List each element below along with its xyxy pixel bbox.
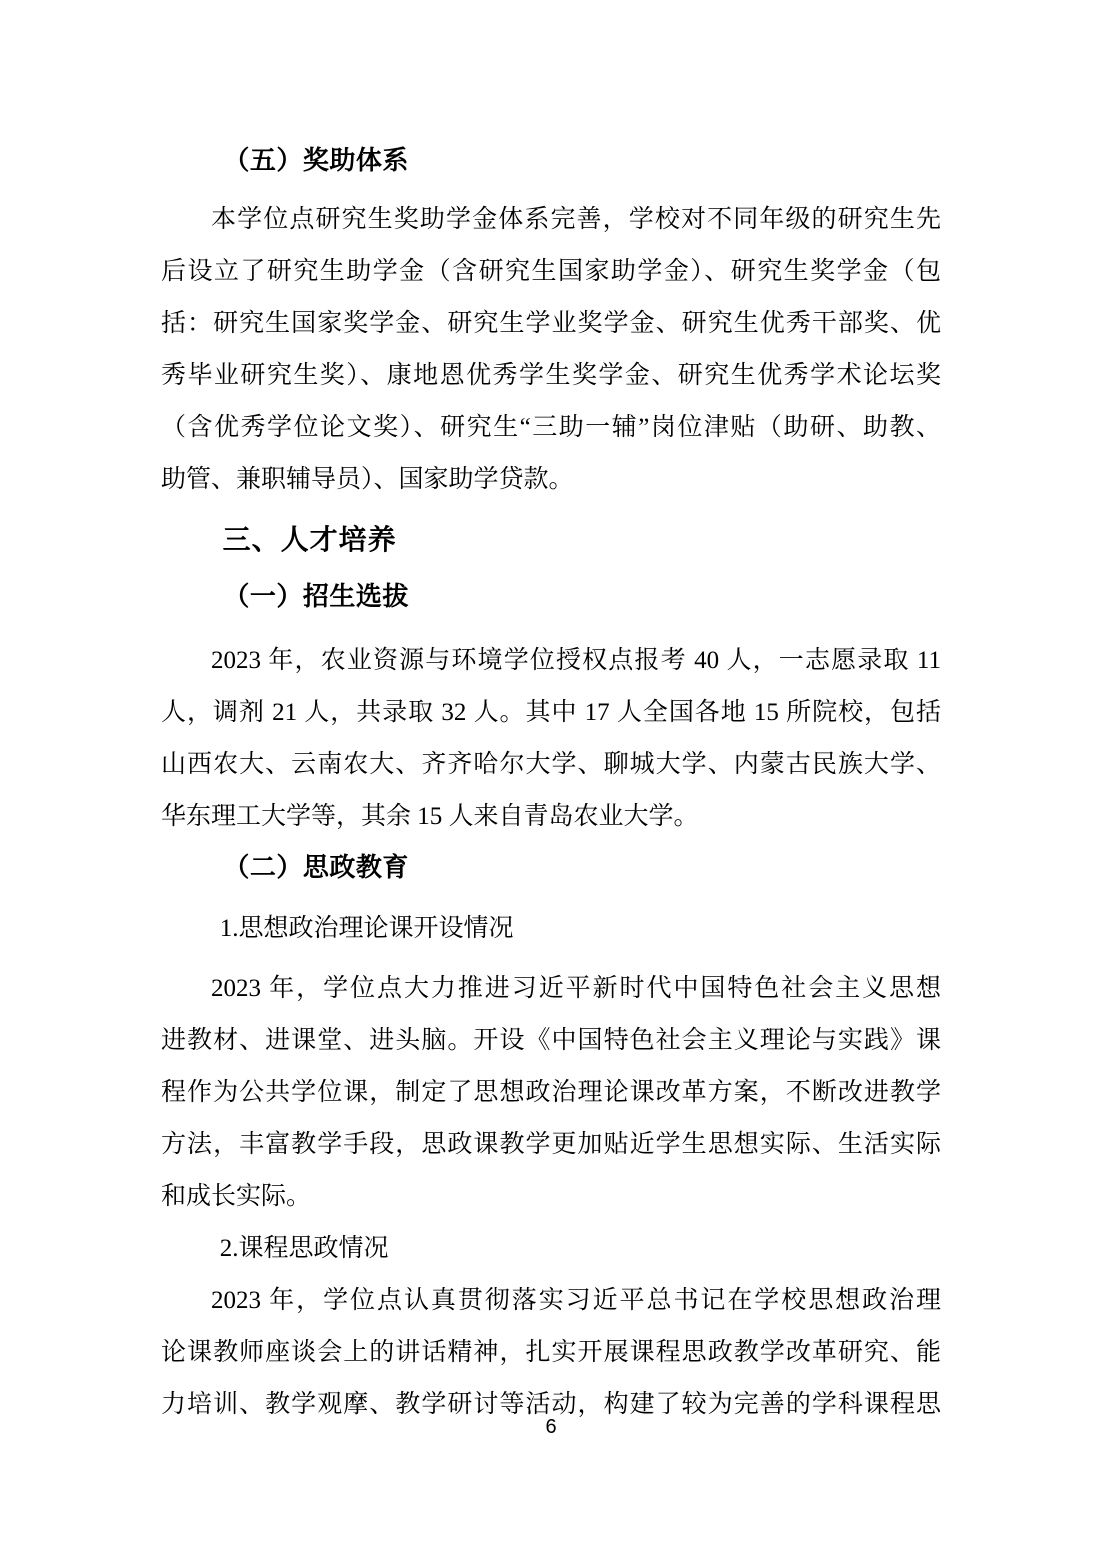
paragraph-line: 山西农大、云南农大、齐齐哈尔大学、聊城大学、内蒙古民族大学、 — [161, 751, 941, 778]
paragraph-line: 2023 年，学位点大力推进习近平新时代中国特色社会主义思想 — [211, 975, 941, 1002]
paragraph-line: 秀毕业研究生奖）、康地恩优秀学生奖学金、研究生优秀学术论坛奖 — [161, 362, 941, 389]
paragraph-line: 方法，丰富教学手段，思政课教学更加贴近学生思想实际、生活实际 — [161, 1131, 941, 1158]
page-number: 6 — [545, 1416, 557, 1438]
section-heading-award-system: （五）奖助体系 — [223, 145, 409, 175]
numbered-item-heading-course-offering: 1.思想政治理论课开设情况 — [219, 915, 514, 942]
paragraph-line: 进教材、进课堂、进头脑。开设《中国特色社会主义理论与实践》课 — [161, 1027, 941, 1054]
paragraph-line: 2023 年，学位点认真贯彻落实习近平总书记在学校思想政治理 — [211, 1287, 941, 1314]
paragraph-line: 括：研究生国家奖学金、研究生学业奖学金、研究生优秀干部奖、优 — [161, 310, 941, 337]
paragraph-award-system — [161, 194, 941, 506]
paragraph-line: 2023 年，农业资源与环境学位授权点报考 40 人，一志愿录取 11 — [211, 647, 941, 674]
numbered-item-heading-course-ideology: 2.课程思政情况 — [219, 1235, 389, 1262]
paragraph-ideology-course — [161, 963, 941, 1223]
section-heading-admission-selection: （一）招生选拔 — [223, 581, 409, 611]
paragraph-line: 本学位点研究生奖助学金体系完善，学校对不同年级的研究生先 — [211, 206, 941, 233]
paragraph-course-ideology — [161, 1275, 941, 1431]
paragraph-line: （含优秀学位论文奖）、研究生“三助一辅”岗位津贴（助研、助教、 — [161, 414, 941, 441]
paragraph-line: 后设立了研究生助学金（含研究生国家助学金）、研究生奖学金（包 — [161, 258, 941, 285]
paragraph-line: 华东理工大学等，其余 15 人来自青岛农业大学。 — [161, 803, 699, 830]
paragraph-line: 人，调剂 21 人，共录取 32 人。其中 17 人全国各地 15 所院校，包括 — [161, 699, 941, 726]
paragraph-line: 助管、兼职辅导员）、国家助学贷款。 — [161, 466, 574, 493]
section-heading-ideological-education: （二）思政教育 — [223, 852, 409, 882]
paragraph-line: 程作为公共学位课，制定了思想政治理论课改革方案，不断改进教学 — [161, 1079, 941, 1106]
paragraph-admission — [161, 635, 941, 843]
paragraph-line: 力培训、教学观摩、教学研讨等活动，构建了较为完善的学科课程思 — [161, 1391, 941, 1418]
paragraph-line: 和成长实际。 — [161, 1183, 312, 1210]
chapter-heading-talent-cultivation: 三、人才培养 — [222, 524, 397, 555]
paragraph-line: 论课教师座谈会上的讲话精神，扎实开展课程思政教学改革研究、能 — [161, 1339, 941, 1366]
